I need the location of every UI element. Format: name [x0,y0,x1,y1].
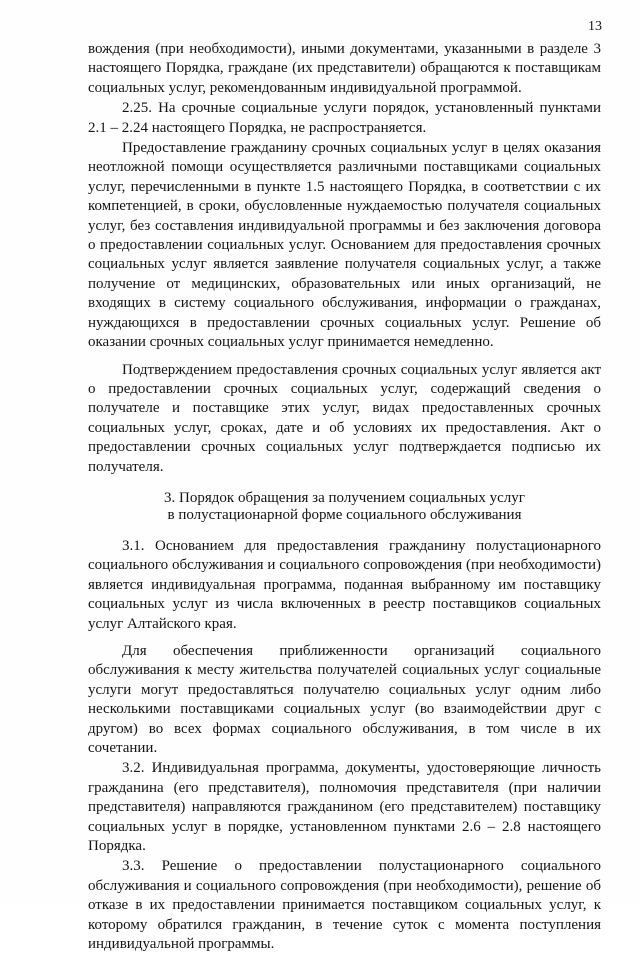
section-heading-line-1: 3. Порядок обращения за получением социальных услуг [164,489,525,506]
section-heading-line-2: в полустационарной форме социального обслуживания [167,506,522,523]
page-body [88,40,601,954]
section-heading [88,490,601,524]
page-number: 13 [588,19,602,34]
paragraph-3-2: 3.2. Индивидуальная программа, документы, удостоверяющие личность гражданина (его представителя), полномочия представителя (при наличии представителя) направляются гражданином (его представителем) поставщику социальных услуг в порядке, установленном пунктами 2.6 – 2.8 настоящего Порядка. [88,760,601,855]
paragraph-3-1: 3.1. Основанием для предоставления гражданину полустационарного социального обслуживания и социального сопровождения (при необходимости) является индивидуальная программа, поданная выбранному им поставщику социальных услуг из числа включенных в реестр поставщиков социальных услуг Алтайского края. [88,537,601,632]
paragraph-confirmation-act: Подтверждением предоставления срочных социальных услуг является акт о предоставлении срочных социальных услуг, содержащий сведения о получателе и поставщике этих услуг, видах предоставленных срочных социальных услуг, сроках, дате и об условиях их предоставления. Акт о предоставлении срочных социальных услуг подтверждается подписью их получателя. [88,361,601,475]
paragraph-3-3: 3.3. Решение о предоставлении полустационарного социального обслуживания и социального сопровождения (при необходимости), решение об отказе в их предоставлении принимается поставщиком социальных услуг, к которому обратился гражданин, в течение суток с момента поступления индивидуальной программы. [88,858,601,953]
paragraph-2-25: 2.25. На срочные социальные услуги порядок, установленный пунктами 2.1 – 2.24 настоящего Порядка, не распространяется. [88,100,601,136]
paragraph-continuation: вождения (при необходимости), иными документами, указанными в разделе 3 настоящего Порядка, граждане (их представители) обращаются к поставщикам социальных услуг, рекомендованным индивидуальной программой. [88,41,601,96]
paragraph-proximity: Для обеспечения приближенности организаций социального обслуживания к месту жительства получателей социальных услуг социальные услуги могут предоставляться получателю социальных услуг одним либо несколькими поставщиками социальных услуг (во взаимодействии друг с другом) во всех формах социального обслуживания, в том числе в их сочетании. [88,642,601,756]
paragraph-urgent-services: Предоставление гражданину срочных социальных услуг в целях оказания неотложной помощи осуществляется различными поставщиками социальных услуг, перечисленными в пункте 1.5 настоящего Порядка, в соответствии с их компетенцией, в сроки, обусловленные нуждаемостью получателя социальных услуг, без составления индивидуальной программы и без заключения договора о предоставлении социальных услуг. Основанием для предоставления срочных социальных услуг является заявление получателя социальных услуг, а также получение от медицинских, образовательных или иных организаций, не входящих в систему социального обслуживания, информации о гражданах, нуждающихся в предоставлении срочных социальных услуг. Решение об оказании срочных социальных услуг принимается немедленно. [88,140,601,351]
